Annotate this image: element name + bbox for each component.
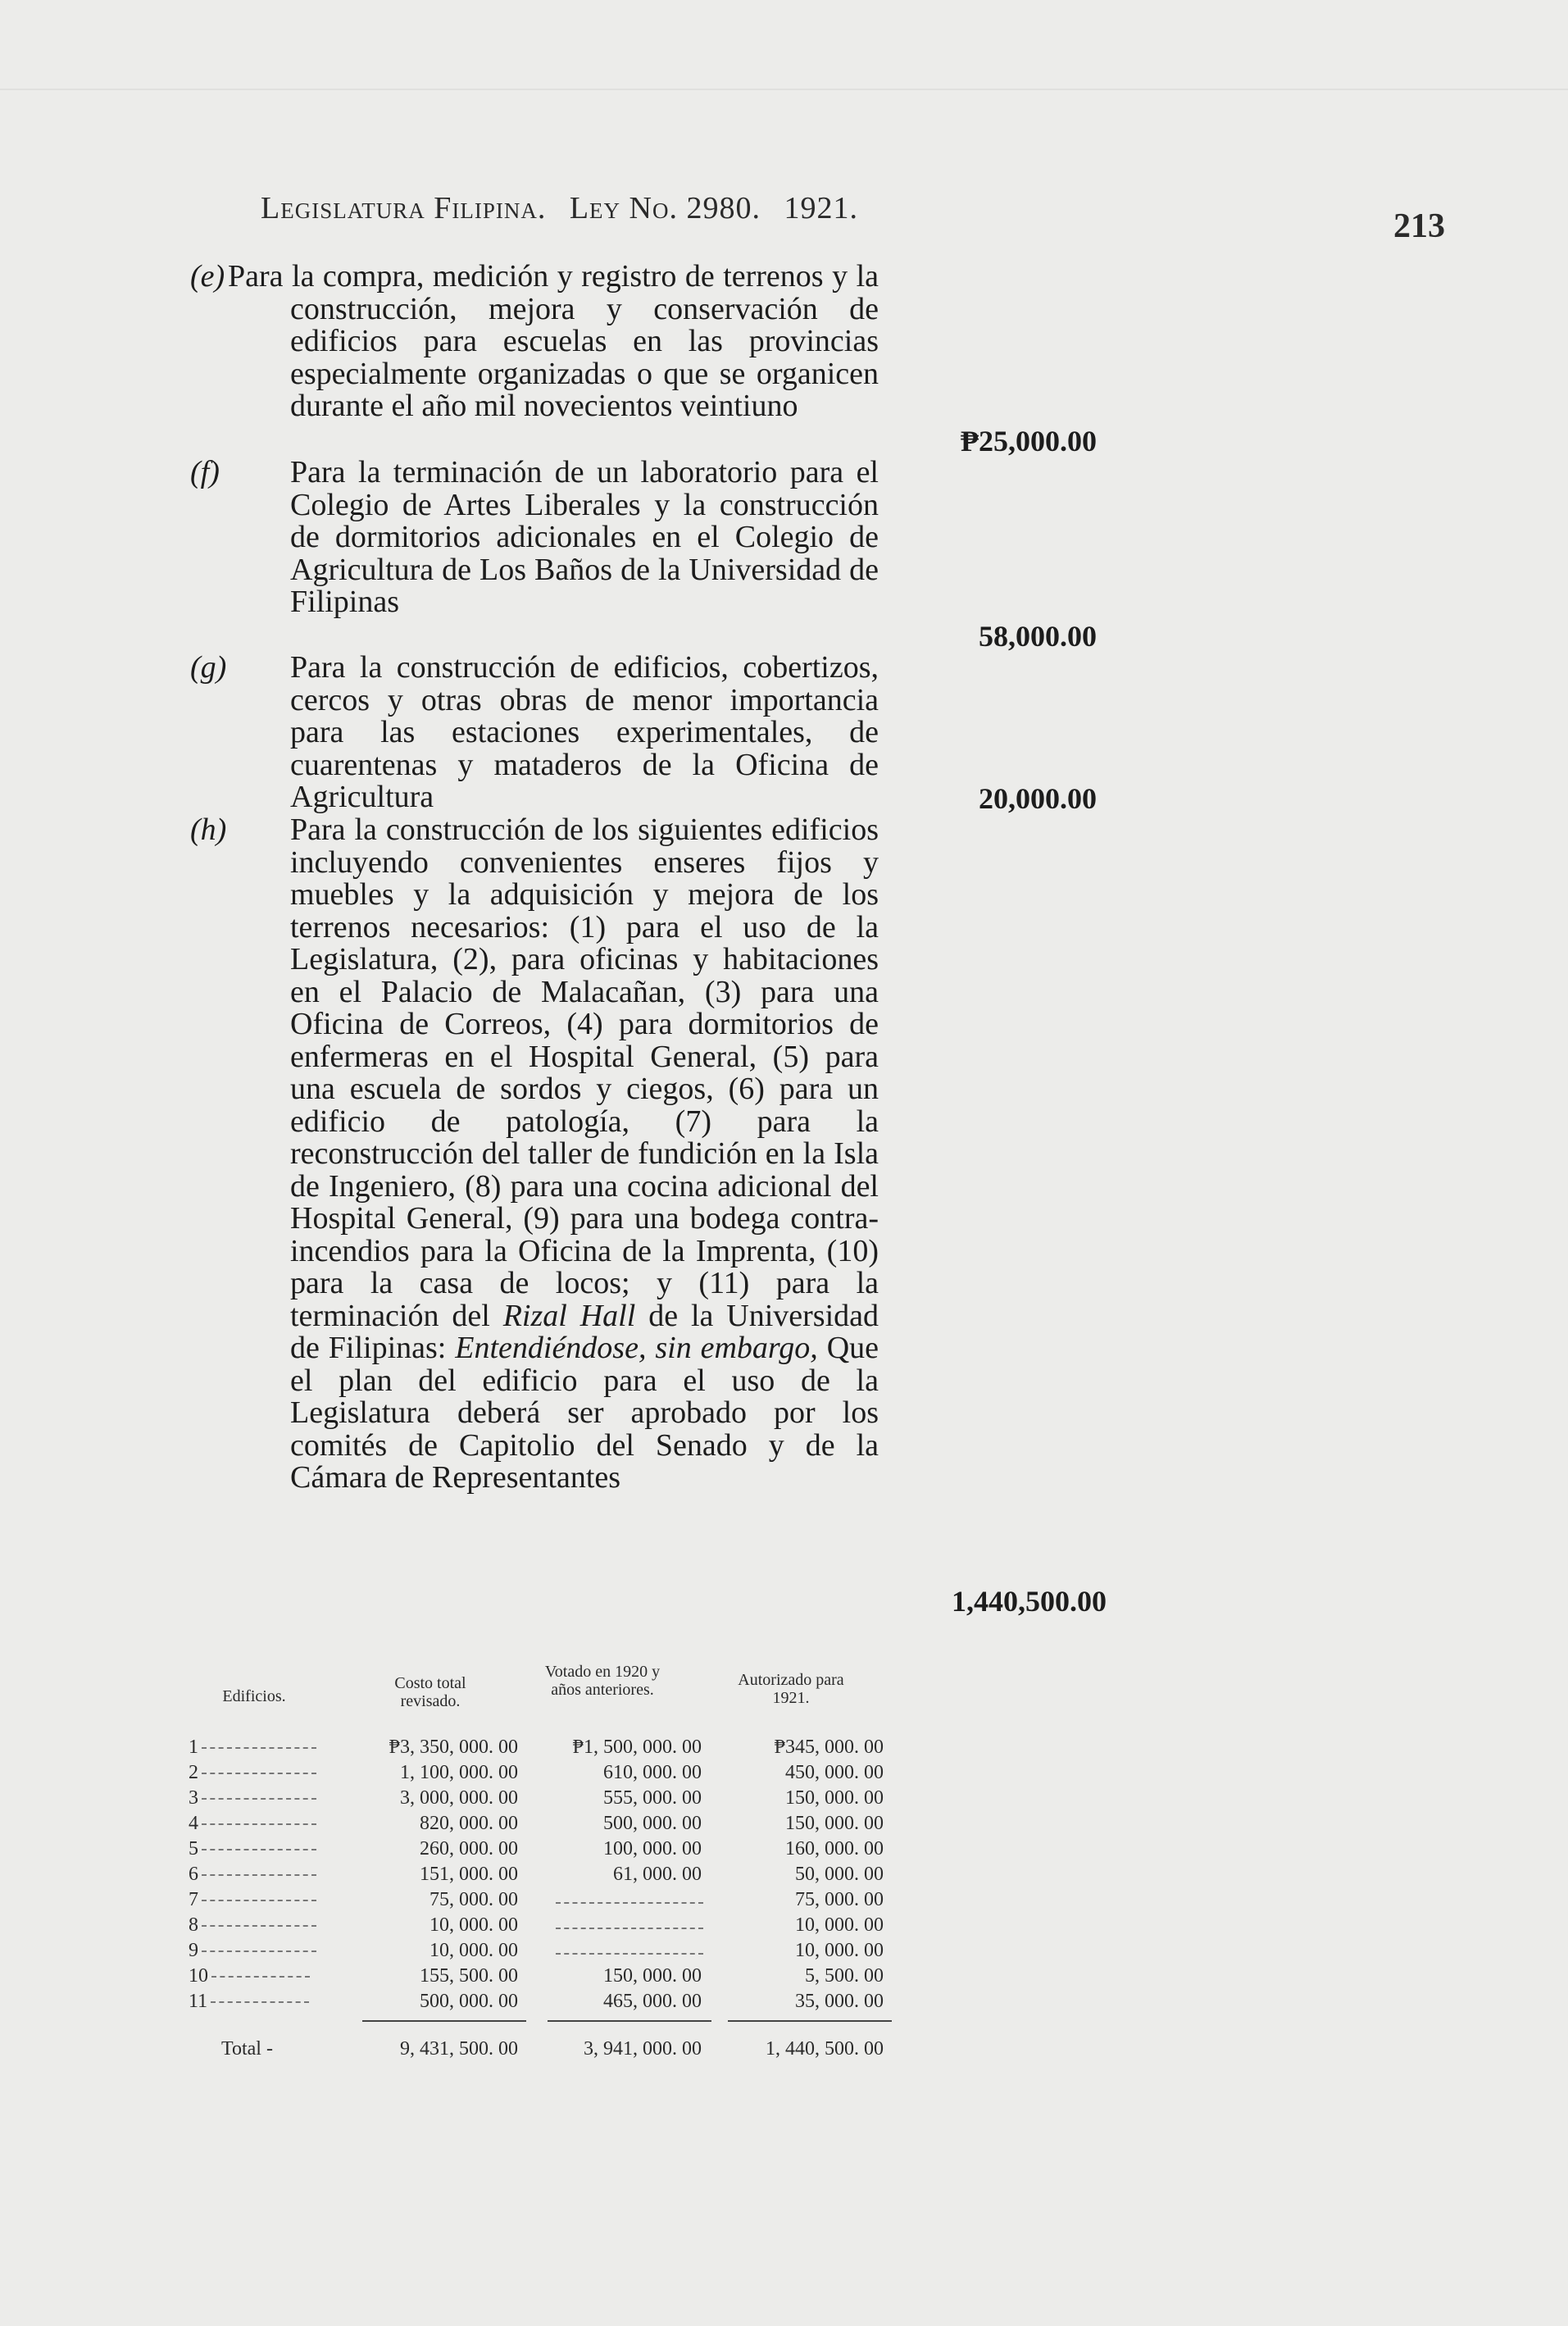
row-number: 1: [189, 1737, 352, 1759]
page-number: 213: [1393, 207, 1445, 245]
running-year: 1921.: [784, 191, 858, 225]
total-autorizado: 1, 440, 500. 00: [766, 2038, 884, 2060]
row-number: 3: [189, 1787, 352, 1809]
running-title-ley: Ley No. 2980.: [569, 191, 761, 225]
cell-votado: ₱1, 500, 000. 00: [572, 1737, 702, 1758]
running-header: [261, 190, 873, 226]
item-marker: (g): [190, 650, 227, 685]
cell-votado: 150, 000. 00: [603, 1965, 702, 1987]
cell-votado: 100, 000. 00: [603, 1838, 702, 1859]
cell-votado-blank: [556, 1928, 703, 1929]
cell-votado: 555, 000. 00: [603, 1787, 702, 1809]
item-amount: 20,000.00: [979, 782, 1097, 815]
sum-rule: [548, 2020, 711, 2022]
header-edificios: Edificios.: [222, 1687, 286, 1705]
item-h: [190, 814, 879, 1495]
table-row: [148, 1914, 902, 1940]
row-number: 5: [189, 1838, 352, 1860]
item-f: [190, 457, 879, 619]
table-row: [148, 1838, 902, 1864]
cell-autorizado: 10, 000. 00: [795, 1914, 884, 1936]
cell-costo: 151, 000. 00: [420, 1864, 518, 1885]
row-number: 10: [189, 1965, 352, 1987]
cell-costo: 75, 000. 00: [429, 1889, 518, 1910]
cell-autorizado: 450, 000. 00: [785, 1762, 884, 1783]
table-row: [148, 1889, 902, 1914]
item-text: Para la terminación de un laboratorio para el Colegio de Artes Liberales y la construcción de dormitorios adicionales en el Colegio de Agricultura de Los Baños de la Universidad de Filipinas: [290, 455, 879, 619]
cell-autorizado: 150, 000. 00: [785, 1813, 884, 1834]
cell-autorizado: 50, 000. 00: [795, 1864, 884, 1885]
italic-proviso: Entendiéndose, sin embargo,: [455, 1331, 818, 1365]
item-amount: ₱25,000.00: [961, 425, 1097, 457]
cell-votado: 61, 000. 00: [613, 1864, 702, 1885]
cell-costo: 820, 000. 00: [420, 1813, 518, 1834]
cell-autorizado: 160, 000. 00: [785, 1838, 884, 1859]
table-row: [148, 1813, 902, 1838]
total-votado: 3, 941, 000. 00: [584, 2038, 702, 2060]
item-text: Para la construcción de edificios, cobertizos, cercos y otras obras de menor importancia para las estaciones experimentales, de cuarentenas y mataderos de la Oficina de Agricultura: [290, 650, 879, 814]
table-row: [148, 1787, 902, 1813]
sum-rule: [728, 2020, 892, 2022]
scan-edge-line: [0, 89, 1568, 90]
sum-rule: [362, 2020, 526, 2022]
row-number: 9: [189, 1940, 352, 1962]
running-title-legislatura: Legislatura Filipina.: [261, 191, 547, 225]
row-number: 11: [189, 1991, 352, 2013]
row-number: 2: [189, 1762, 352, 1784]
item-amount: 58,000.00: [979, 620, 1097, 653]
cell-costo: 10, 000. 00: [429, 1940, 518, 1961]
item-marker: (f): [190, 455, 220, 489]
row-number: 8: [189, 1914, 352, 1937]
cell-votado: 465, 000. 00: [603, 1991, 702, 2012]
cell-autorizado: 5, 500. 00: [805, 1965, 884, 1987]
italic-rizal-hall: Rizal Hall: [502, 1298, 636, 1333]
cell-autorizado: 150, 000. 00: [785, 1787, 884, 1809]
table-total-row: [148, 2038, 902, 2064]
item-amount: 1,440,500.00: [952, 1585, 1107, 1618]
cell-autorizado: ₱345, 000. 00: [774, 1737, 884, 1758]
total-label: Total -: [221, 2038, 273, 2060]
item-marker: (h): [190, 813, 227, 847]
cell-votado-blank: [556, 1953, 703, 1955]
row-number: 4: [189, 1813, 352, 1835]
table-row: [148, 1737, 902, 1762]
cell-costo: ₱3, 350, 000. 00: [389, 1737, 518, 1758]
cell-votado: 610, 000. 00: [603, 1762, 702, 1783]
row-number: 7: [189, 1889, 352, 1911]
cell-costo: 1, 100, 000. 00: [400, 1762, 518, 1783]
item-text: Para la construcción de los siguientes edificios incluyendo convenientes enseres fijos y muebles y la adquisición y mejora de los terrenos necesarios: (1) para el uso de la Legislatura, (2), para oficinas y habitaciones en el Palacio de Malacañan, (3) para una Oficina de Correos, (4) para dormitorios de enfermeras en el Hospital General, (5) para una escuela de sordos y ciegos, (6) para un edificio de patología, (7) para la reconstrucción del taller de fundición en la Isla de Ingeniero, (8) para una cocina adicional del Hospital General, (9) para una bodega contra-incendios para la Oficina de la Imprenta, (10) para la casa de locos; y (11) para la terminación del Rizal Hall de la Universidad de Filipinas: Entendiéndose, sin embargo, Que el plan del edificio para el uso de la Legislatura deberá ser aprobado por los comités de Capitolio del Senado y de la Cámara de Representantes: [290, 813, 879, 1495]
header-votado: Votado en 1920 y años anteriores.: [544, 1663, 661, 1699]
cell-autorizado: 75, 000. 00: [795, 1889, 884, 1910]
total-costo: 9, 431, 500. 00: [400, 2038, 518, 2060]
cell-autorizado: 35, 000. 00: [795, 1991, 884, 2012]
table-row: [148, 1940, 902, 1965]
item-g: [190, 652, 879, 814]
item-text: Para la compra, medición y registro de terrenos y la construcción, mejora y conservación de edificios para escuelas en las provincias especialmente organizadas o que se organicen durante el año mil novecientos veintiuno: [228, 259, 879, 423]
cell-costo: 155, 500. 00: [420, 1965, 518, 1987]
header-costo: Costo total revisado.: [394, 1674, 466, 1710]
table-row: [148, 1991, 902, 2016]
row-number: 6: [189, 1864, 352, 1886]
cell-costo: 500, 000. 00: [420, 1991, 518, 2012]
table-row: [148, 1965, 902, 1991]
table-row: [148, 1762, 902, 1787]
item-e: [190, 261, 879, 423]
table-row: [148, 1864, 902, 1889]
cell-votado-blank: [556, 1902, 703, 1904]
cell-costo: 10, 000. 00: [429, 1914, 518, 1936]
cell-votado: 500, 000. 00: [603, 1813, 702, 1834]
header-autorizado: Autorizado para 1921.: [738, 1671, 844, 1707]
item-marker: (e): [190, 259, 225, 294]
cell-autorizado: 10, 000. 00: [795, 1940, 884, 1961]
cell-costo: 260, 000. 00: [420, 1838, 518, 1859]
cell-costo: 3, 000, 000. 00: [400, 1787, 518, 1809]
